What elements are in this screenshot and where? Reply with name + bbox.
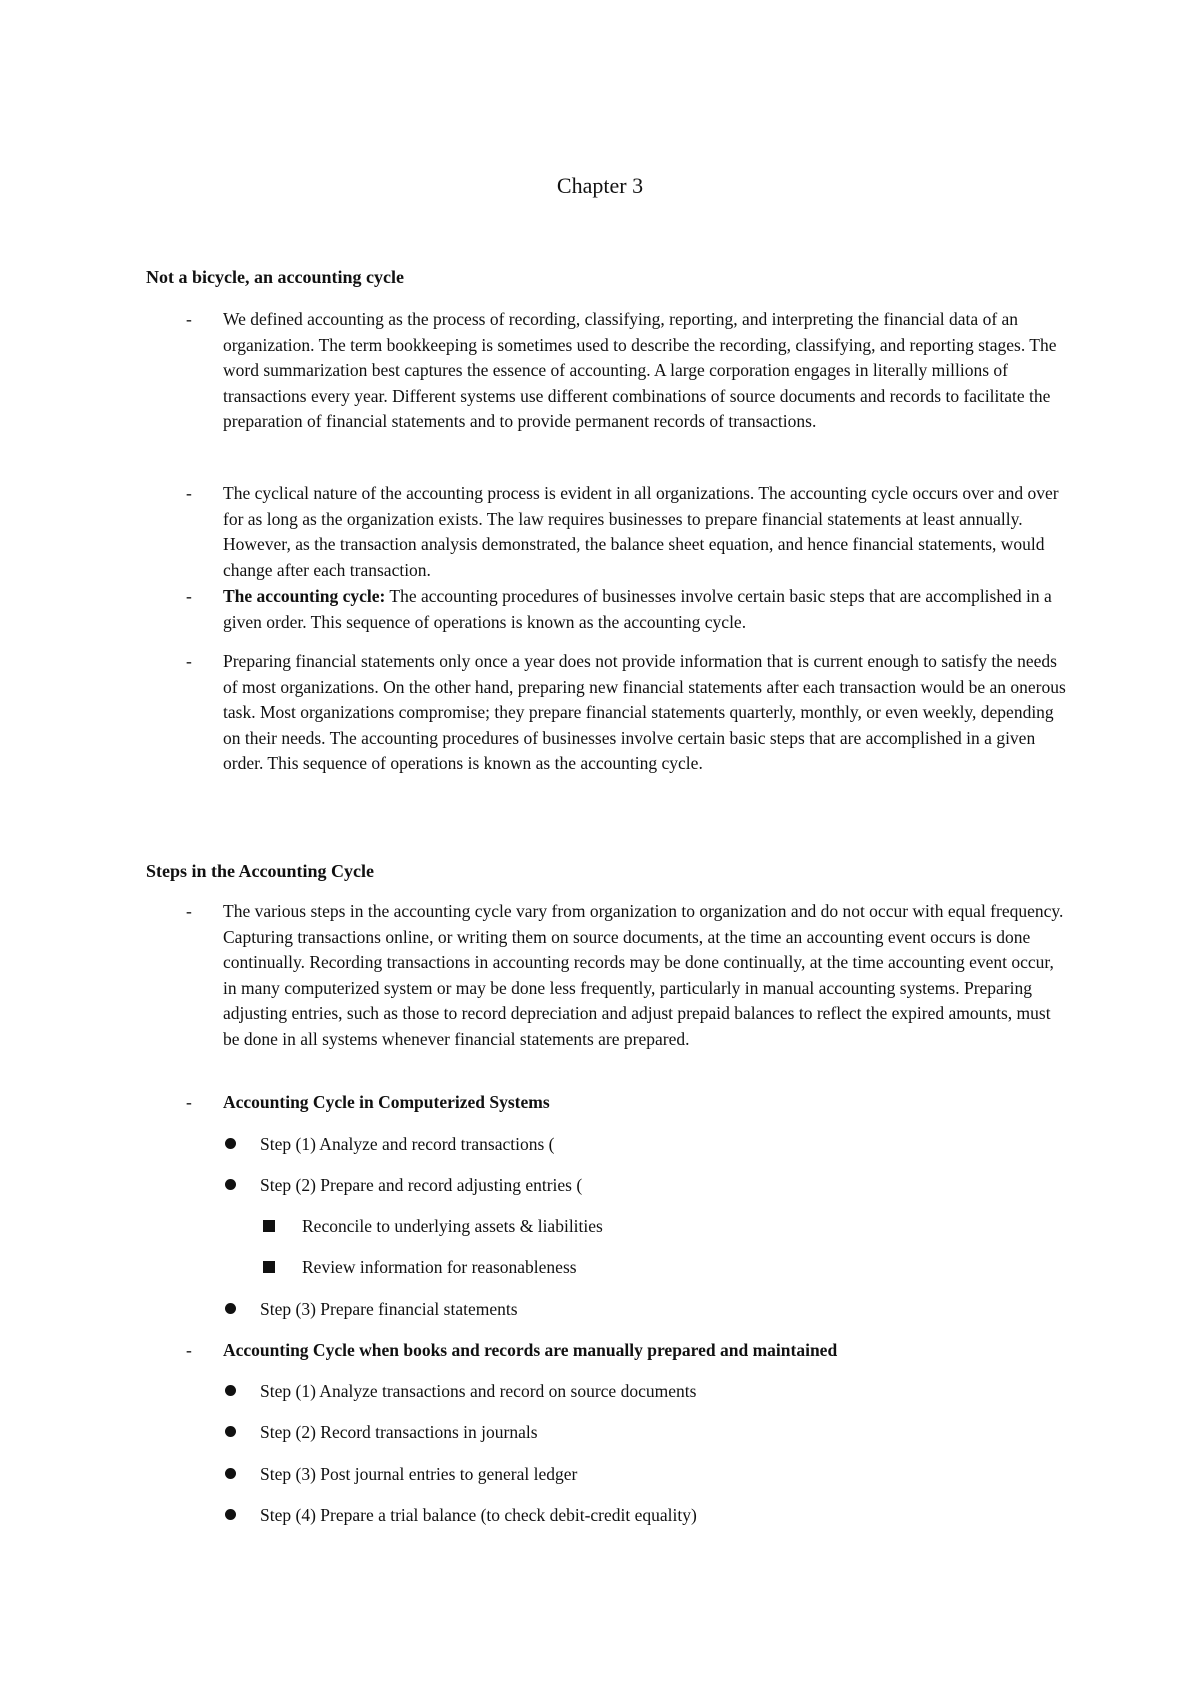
sub-bullet-text: Reconcile to underlying assets & liabilities — [302, 1216, 603, 1236]
bullet-text: Step (2) Record transactions in journals — [260, 1422, 538, 1442]
list-item — [146, 899, 1066, 1052]
dash-marker: - — [186, 1092, 192, 1112]
bullet-text: Step (4) Prepare a trial balance (to check debit-credit equality) — [260, 1505, 697, 1525]
bullet-item — [225, 1173, 582, 1197]
dash-marker: - — [186, 651, 192, 671]
list-item-text — [223, 584, 1066, 635]
list-item-text: Preparing financial statements only once a year does not provide information that is current enough to satisfy the needs of most organizations. On the other hand, preparing new financial statements after each transaction would be an onerous task. Most organizations compromise; they prepare financial statements quarterly, monthly, or even weekly, depending on their needs. The accounting procedures of businesses involve certain basic steps that are accomplished in a given order. This sequence of operations is known as the accounting cycle. — [223, 651, 1066, 773]
list-item-body: The accounting procedures of businesses involve certain basic steps that are accomplished in a given order. This sequence of operations is known as the accounting cycle. — [223, 586, 1052, 632]
dash-marker: - — [186, 1340, 192, 1360]
sub-bullet-item — [263, 1255, 577, 1279]
list-item — [146, 584, 1066, 635]
bullet-dot-icon — [225, 1468, 236, 1479]
bold-term: The accounting cycle: — [223, 586, 386, 606]
section-heading-accounting-cycle: Not a bicycle, an accounting cycle — [146, 267, 404, 287]
bullet-item — [225, 1503, 697, 1527]
subheading-manual: Accounting Cycle when books and records are manually prepared and maintained — [223, 1340, 838, 1360]
list-item — [146, 481, 1066, 583]
list-item — [146, 649, 1066, 777]
subheading-computerized: Accounting Cycle in Computerized Systems — [223, 1092, 550, 1112]
bullet-item — [225, 1297, 518, 1321]
bullet-text: Step (3) Post journal entries to general ledger — [260, 1464, 578, 1484]
bullet-item — [225, 1420, 538, 1444]
sub-bullet-item — [263, 1214, 603, 1238]
section-heading-steps: Steps in the Accounting Cycle — [146, 861, 375, 881]
list-item-text: The cyclical nature of the accounting process is evident in all organizations. The accounting cycle occurs over and over for as long as the organization exists. The law requires businesses to prepare financial statements at least annually. However, as the transaction analysis demonstrated, the balance sheet equation, and hence financial statements, would change after each transaction. — [223, 483, 1059, 580]
bullet-square-icon — [263, 1261, 275, 1273]
bullet-dot-icon — [225, 1138, 236, 1149]
bullet-dot-icon — [225, 1426, 236, 1437]
sub-bullet-text: Review information for reasonableness — [302, 1257, 577, 1277]
bullet-text: Step (1) Analyze and record transactions ( — [260, 1134, 555, 1154]
dash-marker: - — [186, 483, 192, 503]
bullet-square-icon — [263, 1220, 275, 1232]
dash-marker: - — [186, 901, 192, 921]
list-item-text: We defined accounting as the process of recording, classifying, reporting, and interpreting the financial data of an organization. The term bookkeeping is sometimes used to describe the recording, classifying, and reporting stages. The word summarization best captures the essence of accounting. A large corporation engages in literally millions of transactions every year. Different systems use different combinations of source documents and records to facilitate the preparation of financial statements and to provide permanent records of transactions. — [223, 309, 1057, 431]
bullet-item — [225, 1462, 577, 1486]
bullet-text: Step (2) Prepare and record adjusting entries ( — [260, 1175, 583, 1195]
dash-marker: - — [186, 309, 192, 329]
list-item — [146, 1338, 1066, 1364]
dash-marker: - — [186, 586, 192, 606]
bullet-text: Step (1) Analyze transactions and record on source documents — [260, 1381, 697, 1401]
bullet-item — [225, 1132, 554, 1156]
list-item-text: The various steps in the accounting cycle vary from organization to organization and do not occur with equal frequency. Capturing transactions online, or writing them on source documents, at the time an accounting event occurs is done continually. Recording transactions in accounting records may be done continually, at the time accounting event occur, in many computerized system or may be done less frequently, particularly in manual accounting systems. Preparing adjusting entries, such as those to record depreciation and adjust prepaid balances to reflect the expired amounts, must be done in all systems whenever financial statements are prepared. — [223, 901, 1064, 1049]
list-item — [146, 1090, 1066, 1116]
bullet-item — [225, 1379, 696, 1403]
list-item — [146, 307, 1066, 435]
bullet-dot-icon — [225, 1303, 236, 1314]
bullet-text: Step (3) Prepare financial statements — [260, 1299, 518, 1319]
bullet-dot-icon — [225, 1179, 236, 1190]
bullet-dot-icon — [225, 1385, 236, 1396]
bullet-dot-icon — [225, 1509, 236, 1520]
chapter-title: Chapter 3 — [556, 173, 644, 198]
